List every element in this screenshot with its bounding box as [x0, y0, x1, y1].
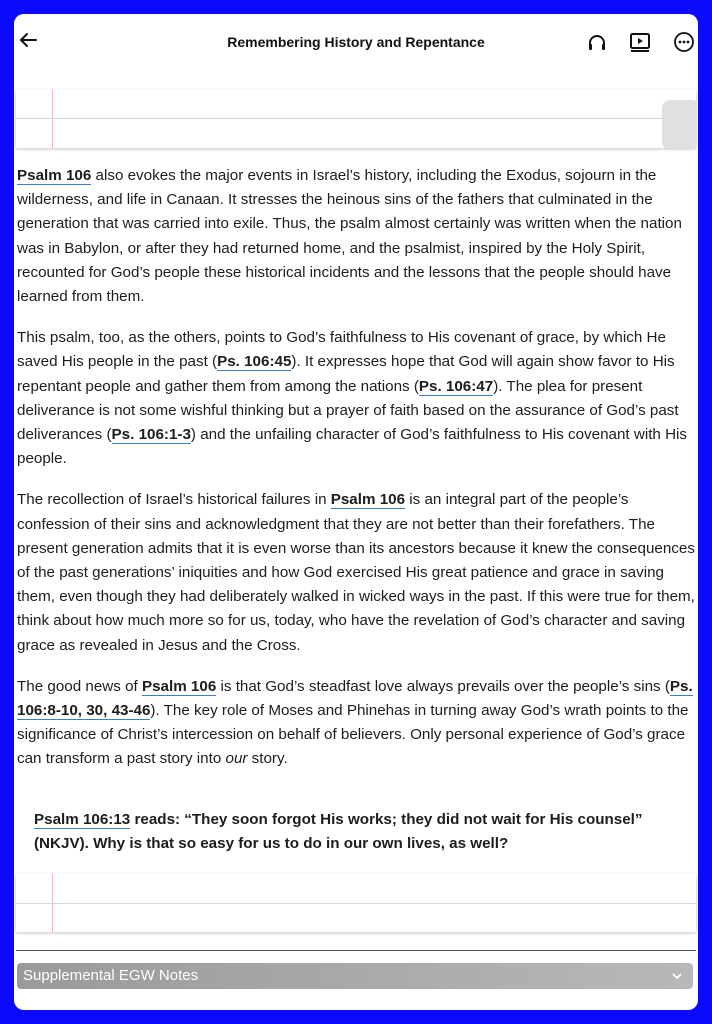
emphasis-text: our [225, 750, 248, 768]
body-text-run: is that God’s steadfast love always prevails over the people’s sins ( [216, 677, 670, 695]
lesson-body [17, 164, 695, 789]
body-paragraph [17, 326, 695, 471]
body-paragraph [17, 164, 695, 309]
scripture-link[interactable]: Ps. 106:47 [418, 377, 494, 395]
more-options-icon[interactable] [672, 30, 696, 54]
body-text-run: The recollection of Israel’s historical failures in [17, 491, 331, 509]
body-text-run: ). The key role of Moses and Phinehas in turning away God’s wrath points to the significance of Christ’s intercession on behalf of believers. Only personal experience of God’s grace can transform a past story into [17, 702, 689, 768]
note-rule [16, 903, 696, 904]
body-text-run: is an integral part of the people’s confession of their sins and acknowledgment that they are not better than their forefathers. The present generation admits that it is even worse than its ancestors because it knew the consequences of the past generations’ iniquities and how God exercised His great patience and grace in saving them, even though they had deliberately walked in wicked ways in the past. If this were true for them, think about how much more so for us, today, who have the revelation of God’s character and saving grace as revealed in Jesus and the Cross. [17, 491, 695, 654]
body-paragraph [17, 488, 695, 657]
scripture-link[interactable]: Psalm 106:13 [34, 811, 131, 828]
supplemental-label: Supplemental EGW Notes [23, 967, 199, 984]
note-margin [52, 90, 53, 148]
chevron-down-icon [671, 970, 683, 982]
scripture-link[interactable]: Ps. 106:1-3 [111, 426, 191, 444]
body-text-run: story. [247, 750, 288, 768]
body-text-run: also evokes the major events in Israel’s history, including the Exodus, sojourn in the wilderness, and life in Canaan. It stresses the heinous sins of the fathers that culminated in the generation that was carried into exile. Thus, the psalm almost certainly was written when the nation was in Babylon, or after they had returned home, and the psalmist, inspired by the Holy Spirit, recounted for God’s people these historical incidents and the lessons that the people should have learned from them. [17, 167, 682, 306]
body-paragraph [17, 675, 695, 772]
question-text: reads: “They soon forgot His works; they did not wait for His counsel” (NKJV). Why is that so easy for us to do in our own lives, as well? [34, 811, 643, 853]
supplemental-egw-notes-bar[interactable] [17, 963, 693, 989]
note-rule [16, 118, 696, 119]
scripture-link[interactable]: Psalm 106 [17, 167, 92, 184]
body-text-run: ) and the unfailing character of God’s faithfulness to His covenant with His people. [17, 426, 688, 468]
top-bar [14, 14, 698, 70]
note-margin [52, 874, 53, 932]
discussion-question [34, 808, 674, 857]
body-text-run: The good news of [17, 677, 142, 695]
notes-tab-handle[interactable] [662, 100, 696, 148]
scripture-link[interactable]: Psalm 106 [141, 677, 217, 695]
body-text-run: ). It expresses hope that God will again show favor to His repentant people and gather them from among the nations ( [17, 353, 675, 395]
reader-screen [14, 14, 698, 1010]
divider [16, 950, 696, 951]
play-video-icon[interactable] [628, 30, 652, 54]
scripture-link[interactable]: Ps. 106:45 [217, 353, 292, 371]
headphones-icon[interactable] [585, 30, 609, 54]
page-title: Remembering History and Repentance [227, 34, 485, 50]
notes-area-bottom[interactable] [16, 874, 696, 932]
scripture-link[interactable]: Psalm 106 [330, 491, 406, 509]
body-text-run: This psalm, too, as the others, points to God’s faithfulness to His covenant of grace, by which He saved His people in the past ( [17, 329, 666, 371]
body-text-run: ). The plea for present deliverance is not some wishful thinking but a prayer of faith based on the assurance of God’s past deliverances ( [17, 377, 679, 444]
scripture-link[interactable]: Ps. 106:8-10, 30, 43-46 [17, 677, 693, 720]
notes-area-top[interactable] [16, 90, 696, 148]
